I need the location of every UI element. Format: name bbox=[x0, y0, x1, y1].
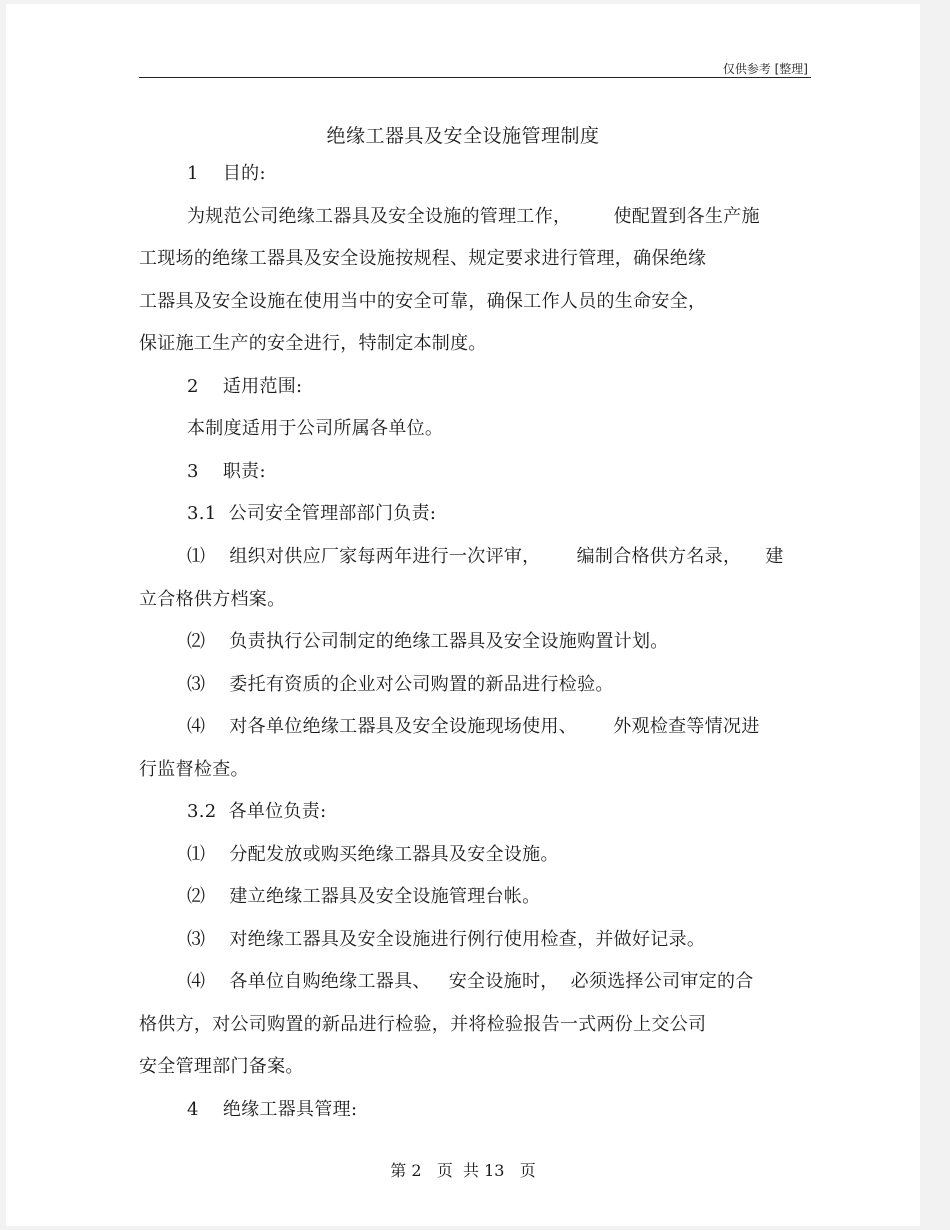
list-item: ⑴ 分配发放或购买绝缘工器具及安全设施。 bbox=[187, 844, 559, 865]
paragraph-line: 工现场的绝缘工器具及安全设施按规程、规定要求进行管理，确保绝缘 bbox=[139, 248, 707, 269]
list-item: ⑷ 各单位自购绝缘工器具、 安全设施时， 必须选择公司审定的合 bbox=[187, 971, 754, 992]
list-item: ⑴ 组织对供应厂家每两年进行一次评审， 编制合格供方名录， 建 bbox=[187, 546, 784, 567]
list-item: ⑵ 负责执行公司制定的绝缘工器具及安全设施购置计划。 bbox=[187, 631, 669, 652]
header-note: 仅供参考 [整理] bbox=[722, 62, 808, 76]
section-heading-3: 3 职责: bbox=[187, 461, 266, 482]
subsection-heading-3-1: 3.1 公司安全管理部部门负责: bbox=[187, 503, 437, 524]
section-heading-1: 1 目的: bbox=[187, 163, 266, 184]
paragraph-line: 本制度适用于公司所属各单位。 bbox=[187, 418, 444, 439]
list-item-continuation: 立合格供方档案。 bbox=[139, 589, 286, 610]
section-heading-4: 4 绝缘工器具管理: bbox=[187, 1099, 358, 1120]
list-item: ⑷ 对各单位绝缘工器具及安全设施现场使用、 外观检查等情况进 bbox=[187, 716, 760, 737]
list-item-continuation: 安全管理部门备案。 bbox=[139, 1056, 304, 1077]
section-heading-2: 2 适用范围: bbox=[187, 376, 303, 397]
list-item: ⑶ 委托有资质的企业对公司购置的新品进行检验。 bbox=[187, 674, 614, 695]
page-number-footer: 第 2 页 共 13 页 bbox=[390, 1161, 536, 1180]
document-title: 绝缘工器具及安全设施管理制度 bbox=[326, 125, 600, 147]
paragraph-line: 为规范公司绝缘工器具及安全设施的管理工作， 使配置到各生产施 bbox=[187, 206, 760, 227]
paragraph-line: 工器具及安全设施在使用当中的安全可靠，确保工作人员的生命安全， bbox=[139, 291, 707, 312]
subsection-heading-3-2: 3.2 各单位负责: bbox=[187, 801, 327, 822]
list-item: ⑶ 对绝缘工器具及安全设施进行例行使用检查，并做好记录。 bbox=[187, 929, 706, 950]
document-page bbox=[6, 4, 920, 1226]
list-item-continuation: 格供方，对公司购置的新品进行检验，并将检验报告一式两份上交公司 bbox=[139, 1014, 707, 1035]
header-rule bbox=[139, 77, 811, 78]
list-item: ⑵ 建立绝缘工器具及安全设施管理台帐。 bbox=[187, 886, 541, 907]
list-item-continuation: 行监督检查。 bbox=[139, 759, 249, 780]
paragraph-line: 保证施工生产的安全进行，特制定本制度。 bbox=[139, 333, 487, 354]
